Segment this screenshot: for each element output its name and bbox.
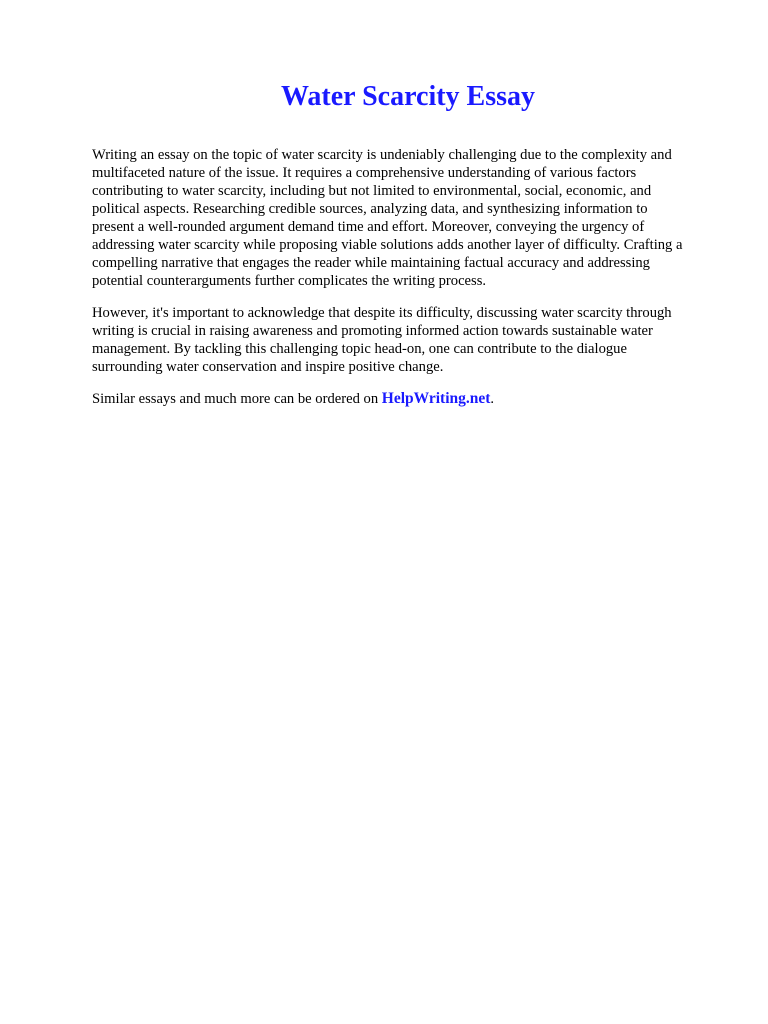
footer-line: [92, 390, 752, 408]
document-body: [92, 146, 752, 422]
paragraph-1: Writing an essay on the topic of water scarcity is undeniably challenging due to the complexity and multifaceted nature of the issue. It requires a comprehensive understanding of various factors contributing to water scarcity, including but not limited to environmental, social, economic, and political aspects. Researching credible sources, analyzing data, and synthesizing information to present a well-rounded argument demand time and effort. Moreover, conveying the urgency of addressing water scarcity while proposing viable solutions adds another layer of difficulty. Crafting a compelling narrative that engages the reader while maintaining factual accuracy and addressing potential counterarguments further complicates the writing process.: [92, 147, 683, 289]
footer-text: Similar essays and much more can be ordered on: [92, 391, 382, 407]
footer-period: .: [490, 391, 495, 407]
document-title: Water Scarcity Essay: [280, 81, 536, 112]
helpwriting-link[interactable]: HelpWriting.net: [381, 390, 491, 407]
paragraph-2: However, it's important to acknowledge that despite its difficulty, discussing water scarcity through writing is crucial in raising awareness and promoting informed action towards sustainable water management. By tackling this challenging topic head-on, one can contribute to the dialogue surrounding water conservation and inspire positive change.: [92, 305, 672, 375]
